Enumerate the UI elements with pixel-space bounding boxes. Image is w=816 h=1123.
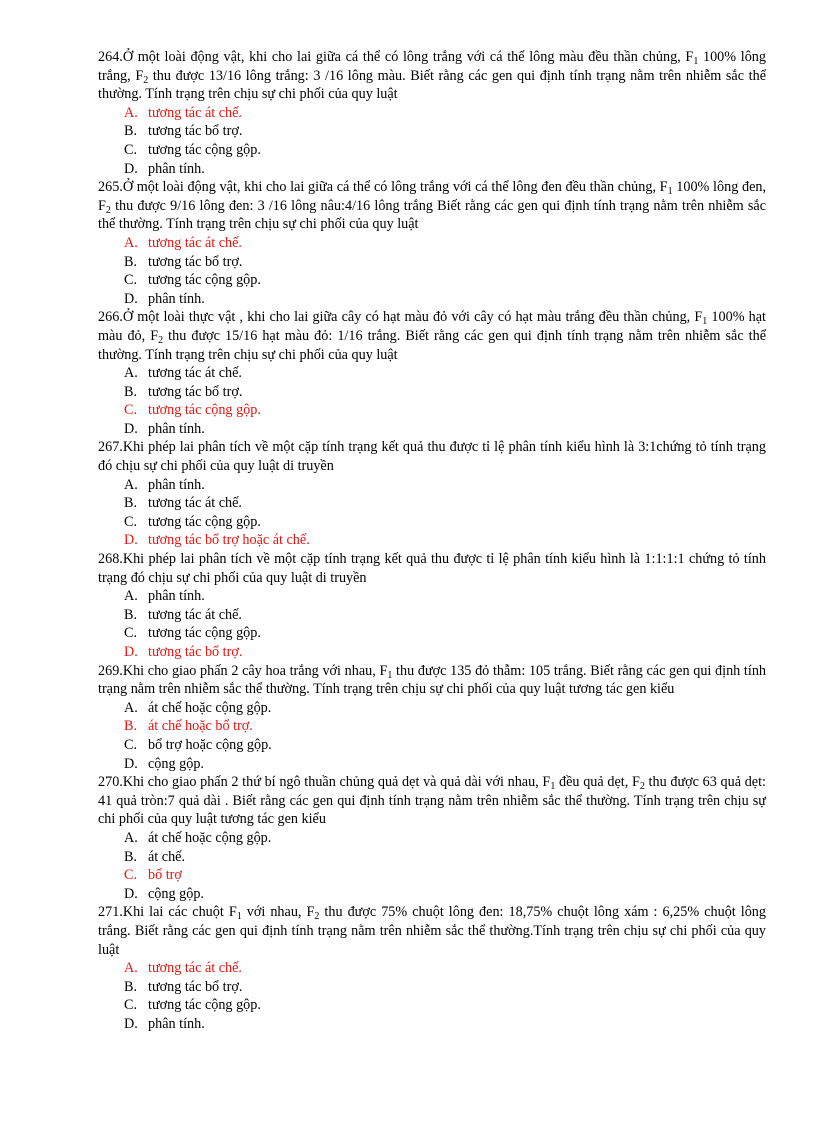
answer-option-d[interactable] — [98, 160, 766, 179]
answer-option-b[interactable] — [98, 848, 766, 867]
option-text: tương tác bổ trợ. — [148, 978, 243, 995]
question-stem — [98, 48, 766, 104]
option-letter: D. — [124, 755, 138, 772]
option-letter: D. — [124, 885, 138, 902]
answer-option-c[interactable] — [98, 513, 766, 532]
option-text: phân tính. — [148, 476, 205, 493]
option-letter: B. — [124, 123, 138, 140]
stem-text: 100% lông đen, F — [98, 179, 767, 214]
option-letter: B. — [124, 383, 138, 400]
option-letter: D. — [124, 420, 138, 437]
option-text: phân tính. — [148, 588, 205, 605]
option-text: tương tác át chế. — [148, 495, 242, 512]
answer-option-d[interactable] — [98, 531, 766, 550]
answer-option-d[interactable] — [98, 290, 766, 309]
option-letter: A. — [124, 104, 138, 121]
option-text: tương tác át chế. — [148, 606, 242, 623]
stem-text: Khi lai các chuột F — [122, 904, 237, 921]
option-text: át chế. — [148, 848, 186, 865]
answer-option-b[interactable] — [98, 494, 766, 513]
stem-text: Khi cho giao phấn 2 thứ bí ngô thuần chủng quả dẹt và quả dài với nhau, F — [122, 774, 551, 791]
option-letter: D. — [124, 290, 138, 307]
option-text: tương tác cộng gộp. — [148, 513, 261, 530]
answer-option-d[interactable] — [98, 643, 766, 662]
answer-option-a[interactable] — [98, 699, 766, 718]
stem-text: đều quả dẹt, F — [555, 774, 640, 791]
answer-option-c[interactable] — [98, 624, 766, 643]
stem-text: 100% hạt màu đỏ, F — [98, 309, 766, 344]
option-letter: A. — [124, 476, 138, 493]
option-text: tương tác bổ trợ. — [148, 253, 243, 270]
stem-text: Ở một loài động vật, khi cho lai giữa cá thể có lông trắng với cá thể lông màu đều thần chủng, F — [122, 49, 694, 65]
question-267 — [98, 438, 766, 550]
question-stem — [98, 308, 766, 364]
option-text: bổ trợ hoặc cộng gộp. — [148, 736, 272, 753]
subscript: 1 — [387, 669, 393, 681]
answer-option-a[interactable] — [98, 234, 766, 253]
question-270 — [98, 773, 766, 903]
option-letter: D. — [124, 644, 138, 660]
subscript: 2 — [314, 911, 320, 923]
question-number: 270. — [98, 774, 123, 791]
question-stem — [98, 550, 766, 587]
question-stem — [98, 903, 766, 959]
answer-option-d[interactable] — [98, 1015, 766, 1034]
answer-option-a[interactable] — [98, 829, 766, 848]
stem-text: Ở một loài động vật, khi cho lai giữa cá thể có lông trắng với cá thể lông đen đều thần chủng, F — [122, 179, 668, 196]
question-269 — [98, 662, 766, 774]
option-text: phân tính. — [148, 160, 205, 177]
question-number: 268. — [98, 551, 123, 568]
option-text: phân tính. — [148, 290, 205, 307]
option-text: tương tác cộng gộp. — [148, 402, 261, 419]
question-number: 265. — [98, 179, 123, 196]
question-271 — [98, 903, 766, 1033]
answer-option-b[interactable] — [98, 978, 766, 997]
stem-text: thu được 135 đỏ thẫm: 105 trắng. Biết rằng các gen qui định tính trạng nằm trên nhiễm sắc thể thường. Tính trạng trên chịu sự chi phối của quy luật tương tác gen kiểu — [98, 662, 767, 698]
subscript: 2 — [143, 74, 149, 86]
stem-text: thu được 15/16 hạt màu đỏ: 1/16 trắng. Biết rằng các gen qui định tính trạng nằm trên nhiễm sắc thể thường. Tính trạng trên chịu sự chi phối của quy luật — [98, 327, 766, 363]
option-text: cộng gộp. — [148, 885, 204, 902]
stem-text: Khi phép lai phân tích về một cặp tính trạng kết quả thu được tỉ lệ phân tính kiểu hình là 3:1chứng tỏ tính trạng đó chịu sự chi phối của quy luật di truyền — [98, 439, 766, 475]
answer-option-d[interactable] — [98, 885, 766, 904]
answer-option-a[interactable] — [98, 587, 766, 606]
answer-option-b[interactable] — [98, 253, 766, 272]
option-text: phân tính. — [148, 1015, 205, 1032]
question-stem — [98, 662, 766, 699]
option-text: át chế hoặc cộng gộp. — [148, 829, 272, 846]
question-268 — [98, 550, 766, 662]
question-265 — [98, 178, 766, 308]
option-letter: C. — [124, 513, 138, 530]
subscript: 1 — [693, 56, 699, 67]
stem-text: thu được 75% chuột lông đen: 18,75% chuột lông xám : 6,25% chuột lông trắng. Biết rằng các gen qui định tính trạng nằm trên nhiễm sắc thể thường.Tính trạng trên chịu sự chi phối của quy luật — [98, 904, 766, 958]
question-stem — [98, 178, 766, 234]
option-letter: B. — [124, 718, 138, 735]
answer-option-b[interactable] — [98, 122, 766, 141]
option-letter: C. — [124, 141, 138, 158]
subscript: 1 — [550, 781, 556, 793]
question-stem — [98, 438, 766, 475]
option-text: tương tác bổ trợ hoặc át chế. — [148, 532, 310, 549]
stem-text: thu được 13/16 lông trắng: 3 /16 lông màu. Biết rằng các gen qui định tính trạng nằm trên nhiễm sắc thể thường. Tính trạng trên chịu sự chi phối của quy luật — [98, 67, 766, 103]
answer-option-d[interactable] — [98, 420, 766, 439]
option-text: tương tác át chế. — [148, 234, 242, 251]
option-letter: A. — [124, 365, 138, 382]
stem-text: Khi cho giao phấn 2 cây hoa trắng với nhau, F — [122, 662, 388, 679]
answer-option-b[interactable] — [98, 383, 766, 402]
answer-option-c[interactable] — [98, 996, 766, 1015]
option-letter: A. — [124, 234, 138, 251]
option-letter: C. — [124, 402, 138, 419]
option-text: cộng gộp. — [148, 755, 204, 772]
question-264 — [98, 48, 766, 178]
subscript: 2 — [639, 781, 645, 793]
option-text: tương tác át chế. — [148, 365, 242, 382]
option-text: bổ trợ — [148, 867, 182, 884]
stem-text: thu được 63 quả dẹt: 41 quả tròn:7 quả dài . Biết rằng các gen qui định tính trạng nằm trên nhiễm sắc thể thường. Tính trạng trên chịu sự chi phối của quy luật tương tác gen kiểu — [98, 774, 766, 828]
option-letter: D. — [124, 1015, 138, 1032]
option-text: át chế hoặc cộng gộp. — [148, 699, 272, 716]
answer-option-a[interactable] — [98, 104, 766, 123]
option-text: tương tác bổ trợ. — [148, 383, 243, 400]
answer-option-a[interactable] — [98, 476, 766, 495]
option-letter: C. — [124, 997, 138, 1014]
answer-option-b[interactable] — [98, 717, 766, 736]
answer-option-a[interactable] — [98, 959, 766, 978]
option-text: tương tác bổ trợ. — [148, 644, 243, 660]
answer-option-c[interactable] — [98, 866, 766, 885]
exam-page — [98, 48, 766, 1033]
option-text: phân tính. — [148, 420, 205, 437]
option-letter: A. — [124, 588, 138, 605]
option-text: tương tác át chế. — [148, 104, 242, 121]
stem-text: Khi phép lai phân tích về một cặp tính trạng kết quả thu được tỉ lệ phân tính kiểu hình là 1:1:1:1 chứng tỏ tính trạng đó chịu sự chi phối của quy luật di truyền — [98, 551, 766, 586]
option-letter: C. — [124, 736, 138, 753]
option-text: át chế hoặc bổ trợ. — [148, 718, 253, 735]
answer-option-b[interactable] — [98, 606, 766, 625]
answer-option-c[interactable] — [98, 736, 766, 755]
stem-text: Ở một loài thực vật , khi cho lai giữa cây có hạt màu đỏ với cây có hạt màu trắng đều thần chủng, F — [122, 309, 703, 326]
option-letter: A. — [124, 699, 138, 716]
option-letter: B. — [124, 253, 138, 270]
question-number: 264. — [98, 49, 123, 65]
stem-text: với nhau, F — [241, 904, 315, 921]
question-266 — [98, 308, 766, 438]
answer-option-d[interactable] — [98, 755, 766, 774]
option-letter: B. — [124, 606, 138, 623]
option-text: tương tác cộng gộp. — [148, 141, 261, 158]
question-stem — [98, 773, 766, 829]
option-letter: C. — [124, 272, 138, 289]
question-number: 271. — [98, 904, 123, 921]
question-number: 266. — [98, 309, 123, 326]
subscript: 1 — [236, 911, 242, 923]
option-letter: C. — [124, 867, 138, 884]
option-letter: A. — [124, 829, 138, 846]
subscript: 1 — [702, 316, 708, 328]
stem-text: thu được 9/16 lông đen: 3 /16 lông nâu:4/16 lông trắng Biết rằng các gen qui định tính trạng nằm trên nhiễm sắc thể thường. Tính trạng trên chịu sự chi phối của quy luật — [98, 197, 766, 233]
answer-option-c[interactable] — [98, 141, 766, 160]
option-text: tương tác cộng gộp. — [148, 997, 261, 1014]
option-letter: D. — [124, 532, 138, 549]
question-number: 267. — [98, 439, 123, 456]
option-letter: C. — [124, 625, 138, 642]
subscript: 2 — [158, 334, 164, 346]
subscript: 2 — [105, 204, 111, 216]
option-letter: B. — [124, 848, 138, 865]
option-text: tương tác bổ trợ. — [148, 123, 243, 140]
question-number: 269. — [98, 662, 123, 679]
option-text: tương tác cộng gộp. — [148, 625, 261, 642]
option-text: tương tác át chế. — [148, 960, 242, 977]
option-letter: D. — [124, 160, 138, 177]
option-letter: A. — [124, 960, 138, 977]
option-text: tương tác cộng gộp. — [148, 272, 261, 289]
answer-option-c[interactable] — [98, 271, 766, 290]
subscript: 1 — [667, 186, 673, 198]
option-letter: B. — [124, 495, 138, 512]
answer-option-c[interactable] — [98, 401, 766, 420]
stem-text: 100% lông trắng, F — [98, 49, 766, 84]
answer-option-a[interactable] — [98, 364, 766, 383]
option-letter: B. — [124, 978, 138, 995]
